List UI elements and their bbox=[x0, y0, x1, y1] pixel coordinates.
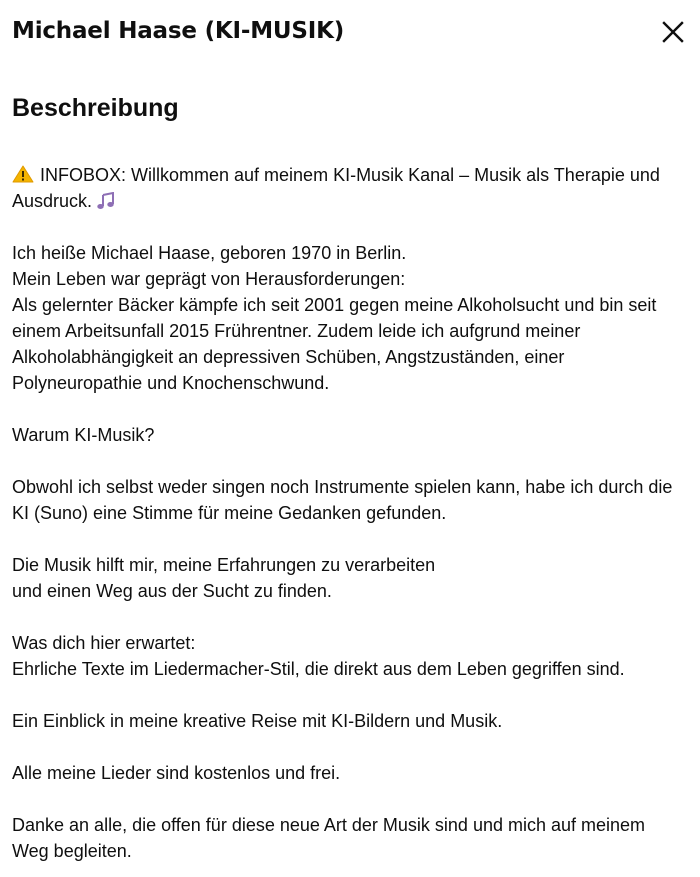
panel-header bbox=[12, 14, 688, 54]
description-line: Polyneuropathie und Knochenschwund. bbox=[12, 373, 330, 393]
description-line bbox=[12, 188, 696, 214]
description-line: Ehrliche Texte im Liedermacher-Stil, die direkt aus dem Leben gegriffen sind. bbox=[12, 659, 625, 679]
infobox-text: INFOBOX: Willkommen auf meinem KI-Musik Kanal – Musik als Therapie und bbox=[40, 165, 660, 185]
description-line: Als gelernter Bäcker kämpfe ich seit 2001 gegen meine Alkoholsucht und bin seit bbox=[12, 295, 657, 315]
close-button[interactable] bbox=[660, 19, 686, 45]
description-line bbox=[12, 162, 696, 188]
description-line: Mein Leben war geprägt von Herausforderungen: bbox=[12, 269, 406, 289]
description-body bbox=[12, 162, 696, 864]
description-line: Weg begleiten. bbox=[12, 841, 132, 861]
description-line: Obwohl ich selbst weder singen noch Instrumente spielen kann, habe ich durch die bbox=[12, 477, 673, 497]
blank-line bbox=[12, 526, 696, 552]
description-line: einem Arbeitsunfall 2015 Frührentner. Zudem leide ich aufgrund meiner bbox=[12, 321, 581, 341]
description-line: Ein Einblick in meine kreative Reise mit KI-Bildern und Musik. bbox=[12, 711, 503, 731]
blank-line bbox=[12, 214, 696, 240]
section-heading-description: Beschreibung bbox=[12, 94, 179, 122]
warning-icon bbox=[12, 165, 34, 183]
description-line: Danke an alle, die offen für diese neue Art der Musik sind und mich auf meinem bbox=[12, 815, 646, 835]
description-line: Alkoholabhängigkeit an depressiven Schüben, Angstzuständen, einer bbox=[12, 347, 565, 367]
panel-title: Michael Haase (KI-MUSIK) bbox=[12, 18, 345, 44]
blank-line bbox=[12, 396, 696, 422]
description-line: und einen Weg aus der Sucht zu finden. bbox=[12, 581, 332, 601]
blank-line bbox=[12, 734, 696, 760]
description-line: KI (Suno) eine Stimme für meine Gedanken gefunden. bbox=[12, 503, 447, 523]
description-line: Alle meine Lieder sind kostenlos und frei. bbox=[12, 763, 341, 783]
blank-line bbox=[12, 682, 696, 708]
description-line: Was dich hier erwartet: bbox=[12, 633, 196, 653]
infobox-text-continued: Ausdruck. bbox=[12, 191, 93, 211]
close-icon bbox=[660, 19, 686, 45]
description-line: Die Musik hilft mir, meine Erfahrungen zu verarbeiten bbox=[12, 555, 436, 575]
blank-line bbox=[12, 786, 696, 812]
blank-line bbox=[12, 604, 696, 630]
description-line: Ich heiße Michael Haase, geboren 1970 in Berlin. bbox=[12, 243, 407, 263]
blank-line bbox=[12, 448, 696, 474]
musical-notes-icon bbox=[96, 192, 116, 210]
description-line: Warum KI-Musik? bbox=[12, 425, 155, 445]
